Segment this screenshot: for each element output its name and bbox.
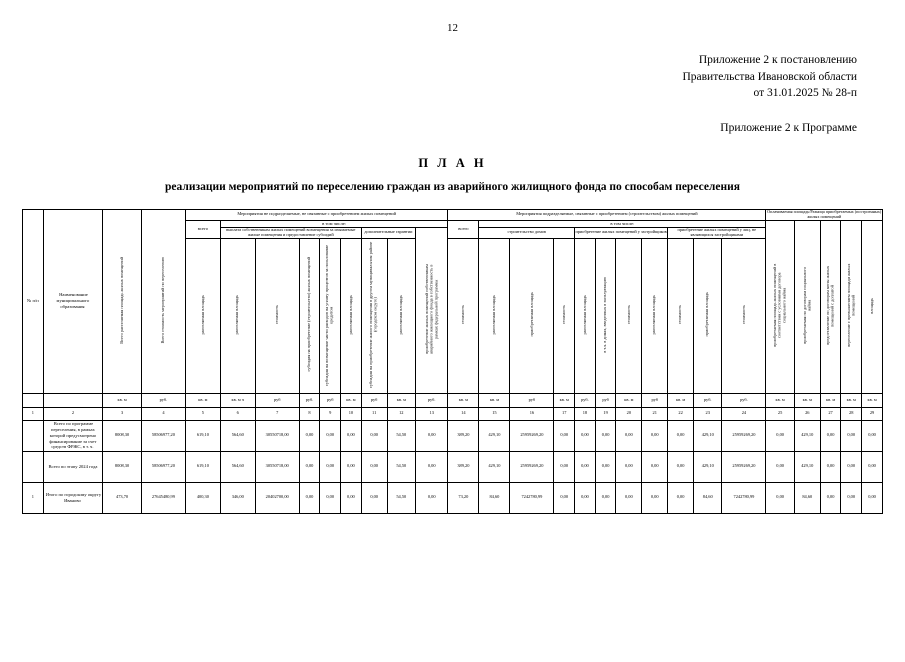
col-number: 2: [43, 407, 102, 420]
col-number: 26: [794, 407, 820, 420]
unit-cell: кв. м: [766, 393, 794, 407]
row-cell: 58506977,20: [141, 420, 185, 451]
row-name: Всего по этапу 2024 года: [43, 451, 102, 482]
row-cell: 429,10: [479, 420, 510, 451]
unit-cell: руб: [642, 393, 668, 407]
row-cell: 0,00: [766, 451, 794, 482]
col-number: 24: [722, 407, 766, 420]
unit-cell: кв. м: [616, 393, 642, 407]
row-cell: 0,00: [299, 420, 320, 451]
row-cell: 0,00: [361, 482, 387, 513]
header-col-5: расселяемая площадь: [220, 238, 255, 393]
row-cell: 0,00: [616, 420, 642, 451]
plan-table: [22, 209, 883, 514]
row-cell: 0,00: [554, 451, 575, 482]
row-cell: 0,00: [642, 482, 668, 513]
header-col-8: субсидия на возмещение части расходов на уплату процентов за пользование кредитом: [320, 238, 341, 393]
header-col-19: в т.ч. в домах, введенных в эксплуатацию: [595, 238, 616, 393]
col-number: 15: [479, 407, 510, 420]
row-cell: 0,00: [841, 482, 862, 513]
document-title: П Л А Н: [418, 156, 487, 171]
row-cell: 0,00: [554, 482, 575, 513]
row-cell: 0,00: [766, 420, 794, 451]
row-num: [23, 420, 44, 451]
row-cell: 429,10: [794, 451, 820, 482]
row-cell: 25959269,20: [722, 451, 766, 482]
row-cell: 0,00: [820, 451, 841, 482]
row-cell: 7242780,99: [510, 482, 554, 513]
col-number: 27: [820, 407, 841, 420]
col-number: 22: [668, 407, 694, 420]
unit-cell: кв. м: [668, 393, 694, 407]
header-last-note-5: площадь: [862, 220, 883, 393]
row-cell: 0,00: [616, 482, 642, 513]
row-cell: 0,00: [299, 451, 320, 482]
row-cell: 25959269,20: [510, 451, 554, 482]
row-cell: 389,20: [448, 420, 479, 451]
header-fed-program: приобретение жилых помещений собственникам аварийного жилищного фонда в собственность в рамках федеральной программы: [416, 227, 448, 393]
row-cell: 0,00: [595, 420, 616, 451]
plan-table-container: [0, 209, 905, 514]
row-cell: 0,00: [668, 451, 694, 482]
unit-cell: кв. м: [554, 393, 575, 407]
unit-cell: руб: [361, 393, 387, 407]
col-number: 4: [141, 407, 185, 420]
header-vykup: выплата собственникам жилых помещений возмещения за изымаемые жилые помещения и предоставление субсидий: [220, 227, 361, 238]
row-cell: 0,00: [642, 420, 668, 451]
table-row: [23, 420, 883, 451]
row-cell: 0,00: [616, 451, 642, 482]
col-number: 18: [575, 407, 596, 420]
header-priobr-dogovor: приобретение жилых помещений у лиц, не являющихся застройщиками: [668, 227, 766, 238]
row-cell: 84,60: [694, 482, 722, 513]
header-name: Наименование муниципального образования: [43, 210, 102, 394]
unit-cell: руб: [510, 393, 554, 407]
row-cell: 0,00: [862, 420, 883, 451]
header-col-7: субсидия на приобретение (строительство) жилых помещений: [299, 238, 320, 393]
row-cell: 619,10: [185, 420, 220, 451]
col-number: 17: [554, 407, 575, 420]
col-number: 28: [841, 407, 862, 420]
row-cell: 473,70: [103, 482, 142, 513]
unit-cell: кв. м: [794, 393, 820, 407]
row-cell: 564,60: [220, 451, 255, 482]
unit-cell: руб.: [575, 393, 596, 407]
row-cell: 25959269,20: [722, 420, 766, 451]
col-number: 21: [642, 407, 668, 420]
row-name: Итого по городскому округу Иваново: [43, 482, 102, 513]
row-cell: 8008,30: [103, 451, 142, 482]
col-number: 5: [185, 407, 220, 420]
row-cell: 58506977,20: [141, 451, 185, 482]
header-last-note-3: предоставление по договорам мены жилых помещений с доплатой: [820, 220, 841, 393]
row-cell: 0,00: [575, 420, 596, 451]
row-cell: 0,00: [416, 451, 448, 482]
row-cell: 0,00: [320, 420, 341, 451]
col-number: 9: [320, 407, 341, 420]
col-number: 25: [766, 407, 794, 420]
row-cell: 0,00: [642, 451, 668, 482]
header-total-2: всего: [448, 220, 479, 238]
header-col-12: расселяемая площадь: [387, 238, 415, 393]
col-number: 6: [220, 407, 255, 420]
row-cell: 564,60: [220, 420, 255, 451]
row-cell: 0,00: [862, 482, 883, 513]
table-row: [23, 482, 883, 513]
row-cell: 84,60: [794, 482, 820, 513]
header-num: № п/п: [23, 210, 44, 394]
row-cell: 73,20: [448, 482, 479, 513]
col-number: 19: [595, 407, 616, 420]
row-cell: 429,10: [694, 420, 722, 451]
row-cell: 0,00: [320, 451, 341, 482]
row-cell: 0,00: [416, 482, 448, 513]
unit-cell: руб.: [694, 393, 722, 407]
header-col-13: стоимость: [448, 238, 479, 393]
unit-cell: кв. м: [841, 393, 862, 407]
header-group-not-related: Мероприятия не подразделяемые, не связанные с приобретением жилых помещений: [185, 210, 447, 221]
header-col-18: расселяемая площадь: [575, 238, 596, 393]
col-number: 14: [448, 407, 479, 420]
row-cell: 0,00: [766, 482, 794, 513]
unit-cell: кв. м: [103, 393, 142, 407]
header-total-1: всего: [185, 220, 220, 238]
row-cell: 30550718,00: [255, 451, 299, 482]
row-cell: 54,50: [387, 451, 415, 482]
col-number: 8: [299, 407, 320, 420]
header-stroit: строительство домов: [479, 227, 575, 238]
row-num: 1: [23, 482, 44, 513]
unit-cell: руб: [320, 393, 341, 407]
row-cell: 619,10: [185, 451, 220, 482]
row-cell: 0,00: [841, 420, 862, 451]
header-col-24: стоимость: [722, 238, 766, 393]
row-cell: 0,00: [841, 451, 862, 482]
header-total-cost: Всего стоимость мероприятий по переселению: [141, 210, 185, 394]
header-line-1: Приложение 2 к постановлению: [698, 54, 857, 66]
col-number: 29: [862, 407, 883, 420]
row-cell: 400,30: [185, 482, 220, 513]
unit-cell: кв. м: [820, 393, 841, 407]
header-appendix-program: Приложение 2 к Программе: [720, 122, 857, 135]
header-group-last: Оплачиваемая площадь/Разница приобретаемых (построенных) жилых помещений: [767, 209, 882, 219]
col-number: 20: [616, 407, 642, 420]
col-number: 3: [103, 407, 142, 420]
row-cell: 0,00: [320, 482, 341, 513]
unit-cell: кв. м: [341, 393, 362, 407]
row-cell: 0,00: [361, 420, 387, 451]
header-col-10: субсидия на приобретение жилого помещения в другом муниципальном районе (городском округе): [361, 238, 387, 393]
header-col-21: расселяемая площадь: [642, 238, 668, 393]
header-col-9: расселяемая площадь: [341, 238, 362, 393]
units-row: [23, 393, 883, 407]
col-number: 7: [255, 407, 299, 420]
row-cell: 429,10: [479, 451, 510, 482]
row-cell: 429,10: [794, 420, 820, 451]
row-cell: 30550718,00: [255, 420, 299, 451]
unit-cell: кв. м ч: [220, 393, 255, 407]
page-number: 12: [447, 22, 458, 34]
unit-cell: руб.: [141, 393, 185, 407]
numbering-row: [23, 407, 883, 420]
row-cell: 0,00: [554, 420, 575, 451]
header-line-2: Правительства Ивановской области: [682, 70, 857, 83]
col-number: 16: [510, 407, 554, 420]
unit-cell: кв. м: [479, 393, 510, 407]
row-cell: 429,10: [694, 451, 722, 482]
unit-cell: кв. м: [448, 393, 479, 407]
row-cell: 0,00: [595, 482, 616, 513]
header-total-area: Всего расселяемая площадь жилых помещений: [103, 210, 142, 394]
header-row-1: [23, 210, 883, 221]
unit-cell: кв. м: [185, 393, 220, 407]
row-cell: 389,20: [448, 451, 479, 482]
row-cell: 7242780,99: [722, 482, 766, 513]
header-dop-gar: дополнительные гарантии: [361, 227, 415, 238]
row-cell: 0,00: [668, 482, 694, 513]
header-group-related: Мероприятия подразделяемые, связанные с приобретением (строительством) жилых помещений: [448, 210, 766, 221]
unit-cell: кв. м: [387, 393, 415, 407]
header-line-3: от 31.01.2025 № 28-п: [753, 87, 857, 100]
header-last-note-4: переселение с превышением площади жилых помещений: [841, 220, 862, 393]
row-cell: 8008,30: [103, 420, 142, 451]
row-num: [23, 451, 44, 482]
row-cell: 0,00: [341, 482, 362, 513]
unit-cell: [43, 393, 102, 407]
row-cell: 25959269,20: [510, 420, 554, 451]
col-number: 23: [694, 407, 722, 420]
row-cell: 0,00: [820, 420, 841, 451]
document-subtitle: реализации мероприятий по переселению граждан из аварийного жилищного фонда по способам переселения: [165, 181, 740, 194]
row-cell: 0,00: [668, 420, 694, 451]
row-cell: 27645480,99: [141, 482, 185, 513]
document-header-block: [0, 52, 905, 102]
row-cell: 0,00: [341, 420, 362, 451]
row-name: Всего по программе переселения, в рамках которой предусмотрено финансирование за счет средств ФРЖС, в т. ч.: [43, 420, 102, 451]
row-cell: 54,50: [387, 420, 415, 451]
row-cell: 346,00: [220, 482, 255, 513]
row-cell: 0,00: [820, 482, 841, 513]
header-col-6: стоимость: [255, 238, 299, 393]
unit-cell: [23, 393, 44, 407]
row-cell: 0,00: [341, 451, 362, 482]
header-last-note: приобретаемая площадь жилых помещений в соответствии с условиями договора социального найма: [766, 220, 794, 393]
unit-cell: кв. м: [862, 393, 883, 407]
row-cell: 0,00: [299, 482, 320, 513]
header-last-note-2: приобретаемая по договорам социального найма: [794, 220, 820, 393]
row-cell: 0,00: [575, 482, 596, 513]
row-cell: 0,00: [416, 420, 448, 451]
header-col-22: стоимость: [668, 238, 694, 393]
col-number: 11: [361, 407, 387, 420]
header-col-16: приобретаемая площадь: [510, 238, 554, 393]
row-cell: 0,00: [575, 451, 596, 482]
header-col-23: приобретаемая площадь: [694, 238, 722, 393]
document-page: [0, 22, 905, 662]
row-cell: 0,00: [595, 451, 616, 482]
col-number: 13: [416, 407, 448, 420]
table-row: [23, 451, 883, 482]
unit-cell: руб.: [299, 393, 320, 407]
row-cell: 20402700,00: [255, 482, 299, 513]
header-col-20: стоимость: [616, 238, 642, 393]
unit-cell: руб.: [416, 393, 448, 407]
unit-cell: руб: [595, 393, 616, 407]
header-col-15: расселяемая площадь: [479, 238, 510, 393]
header-priobr-zastr: приобретение жилых помещений у застройщиков: [575, 227, 668, 238]
unit-cell: руб.: [722, 393, 766, 407]
col-number: 1: [23, 407, 44, 420]
col-number: 12: [387, 407, 415, 420]
row-cell: 54,50: [387, 482, 415, 513]
row-cell: 84,60: [479, 482, 510, 513]
col-number: 10: [341, 407, 362, 420]
header-inc-2: в том числе:: [479, 220, 766, 227]
header-col-4: расселяемая площадь: [185, 238, 220, 393]
unit-cell: руб: [255, 393, 299, 407]
header-col-17: стоимость: [554, 238, 575, 393]
row-cell: 0,00: [361, 451, 387, 482]
row-cell: 0,00: [862, 451, 883, 482]
header-inc-1: в том числе:: [220, 220, 448, 227]
